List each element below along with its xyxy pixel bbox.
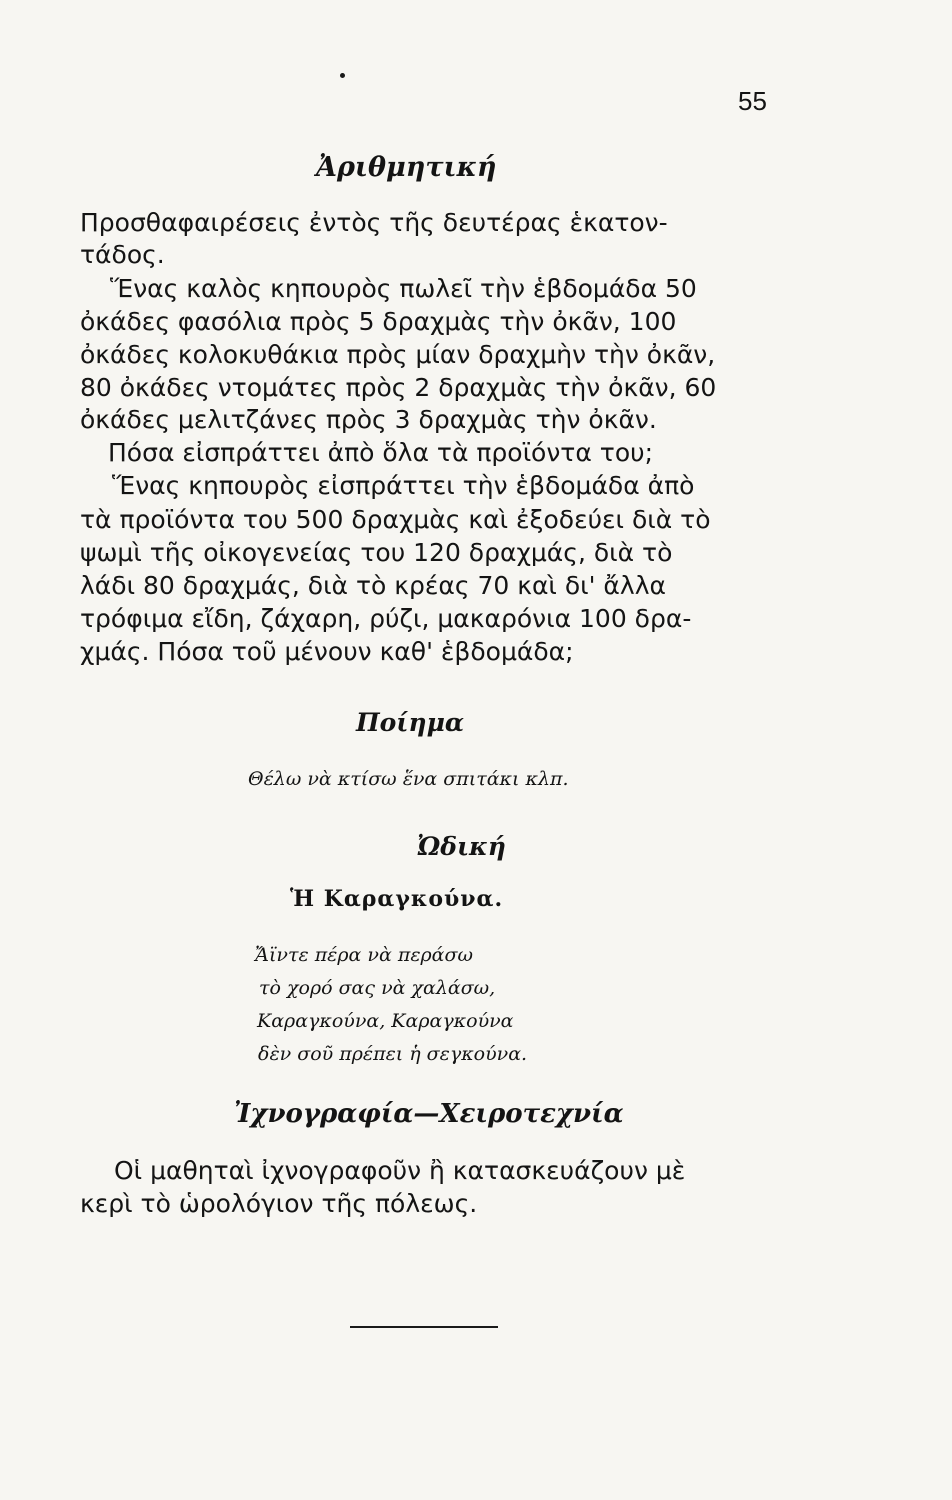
arithmetic-line: λάδι 80 δραχμάς, διὰ τὸ κρέας 70 καὶ δι' ἄλλα xyxy=(80,571,666,600)
arithmetic-line: χμάς. Πόσα τοῦ μένουν καθ' ἑβδομάδα; xyxy=(80,637,574,666)
section-end-rule xyxy=(350,1326,498,1328)
poem-line: Θέλω νὰ κτίσω ἕνα σπιτάκι κλπ. xyxy=(248,768,569,790)
crafts-line: κερὶ τὸ ὡρολόγιον τῆς πόλεως. xyxy=(80,1189,478,1218)
poem-heading: Ποίημα xyxy=(356,708,465,737)
arithmetic-line: Ἕνας κηπουρὸς εἰσπράττει τὴν ἑβδομάδα ἀπὸ xyxy=(112,471,695,500)
page-number: 55 xyxy=(738,86,767,116)
song-verse: Ἄϊντε πέρα νὰ περάσω xyxy=(255,944,473,966)
print-speck xyxy=(340,73,345,78)
crafts-heading: Ἰχνογραφία—Χειροτεχνία xyxy=(234,1099,624,1129)
arithmetic-line: Ἕνας καλὸς κηπουρὸς πωλεῖ τὴν ἑβδομάδα 50 xyxy=(110,274,697,303)
arithmetic-heading: Ἀριθμητική xyxy=(316,152,497,183)
crafts-line: Οἱ μαθηταὶ ἰχνογραφοῦν ἢ κατασκευάζουν μὲ xyxy=(114,1156,686,1185)
arithmetic-line: τάδος. xyxy=(80,240,165,269)
arithmetic-line: Προσθαφαιρέσεις ἐντὸς τῆς δευτέρας ἑκατον- xyxy=(80,208,668,237)
arithmetic-line: ὀκάδες μελιτζάνες πρὸς 3 δραχμὰς τὴν ὀκᾶν. xyxy=(80,405,657,434)
arithmetic-line: ὀκάδες κολοκυθάκια πρὸς μίαν δραχμὴν τὴν ὀκᾶν, xyxy=(80,340,716,369)
arithmetic-line: ὀκάδες φασόλια πρὸς 5 δραχμὰς τὴν ὀκᾶν, 100 xyxy=(80,307,677,336)
song-verse: Καραγκούνα, Καραγκούνα xyxy=(257,1010,514,1032)
song-title: Ἡ Καραγκούνα. xyxy=(290,886,504,912)
arithmetic-line: ψωμὶ τῆς οἰκογενείας του 120 δραχμάς, διὰ τὸ xyxy=(80,538,673,567)
song-verse: τὸ χορό σας νὰ χαλάσω, xyxy=(259,977,496,999)
arithmetic-line: τρόφιμα εἴδη, ζάχαρη, ρύζι, μακαρόνια 100 δρα- xyxy=(80,604,692,633)
arithmetic-line: τὰ προϊόντα του 500 δραχμὰς καὶ ἐξοδεύει διὰ τὸ xyxy=(80,505,711,534)
arithmetic-line: 80 ὀκάδες ντομάτες πρὸς 2 δραχμὰς τὴν ὀκᾶν, 60 xyxy=(80,373,717,402)
arithmetic-line: Πόσα εἰσπράττει ἀπὸ ὅλα τὰ προϊόντα του; xyxy=(108,438,654,467)
ode-heading: Ὠδική xyxy=(417,832,506,861)
song-verse: δὲν σοῦ πρέπει ἡ σεγκούνα. xyxy=(258,1043,528,1065)
